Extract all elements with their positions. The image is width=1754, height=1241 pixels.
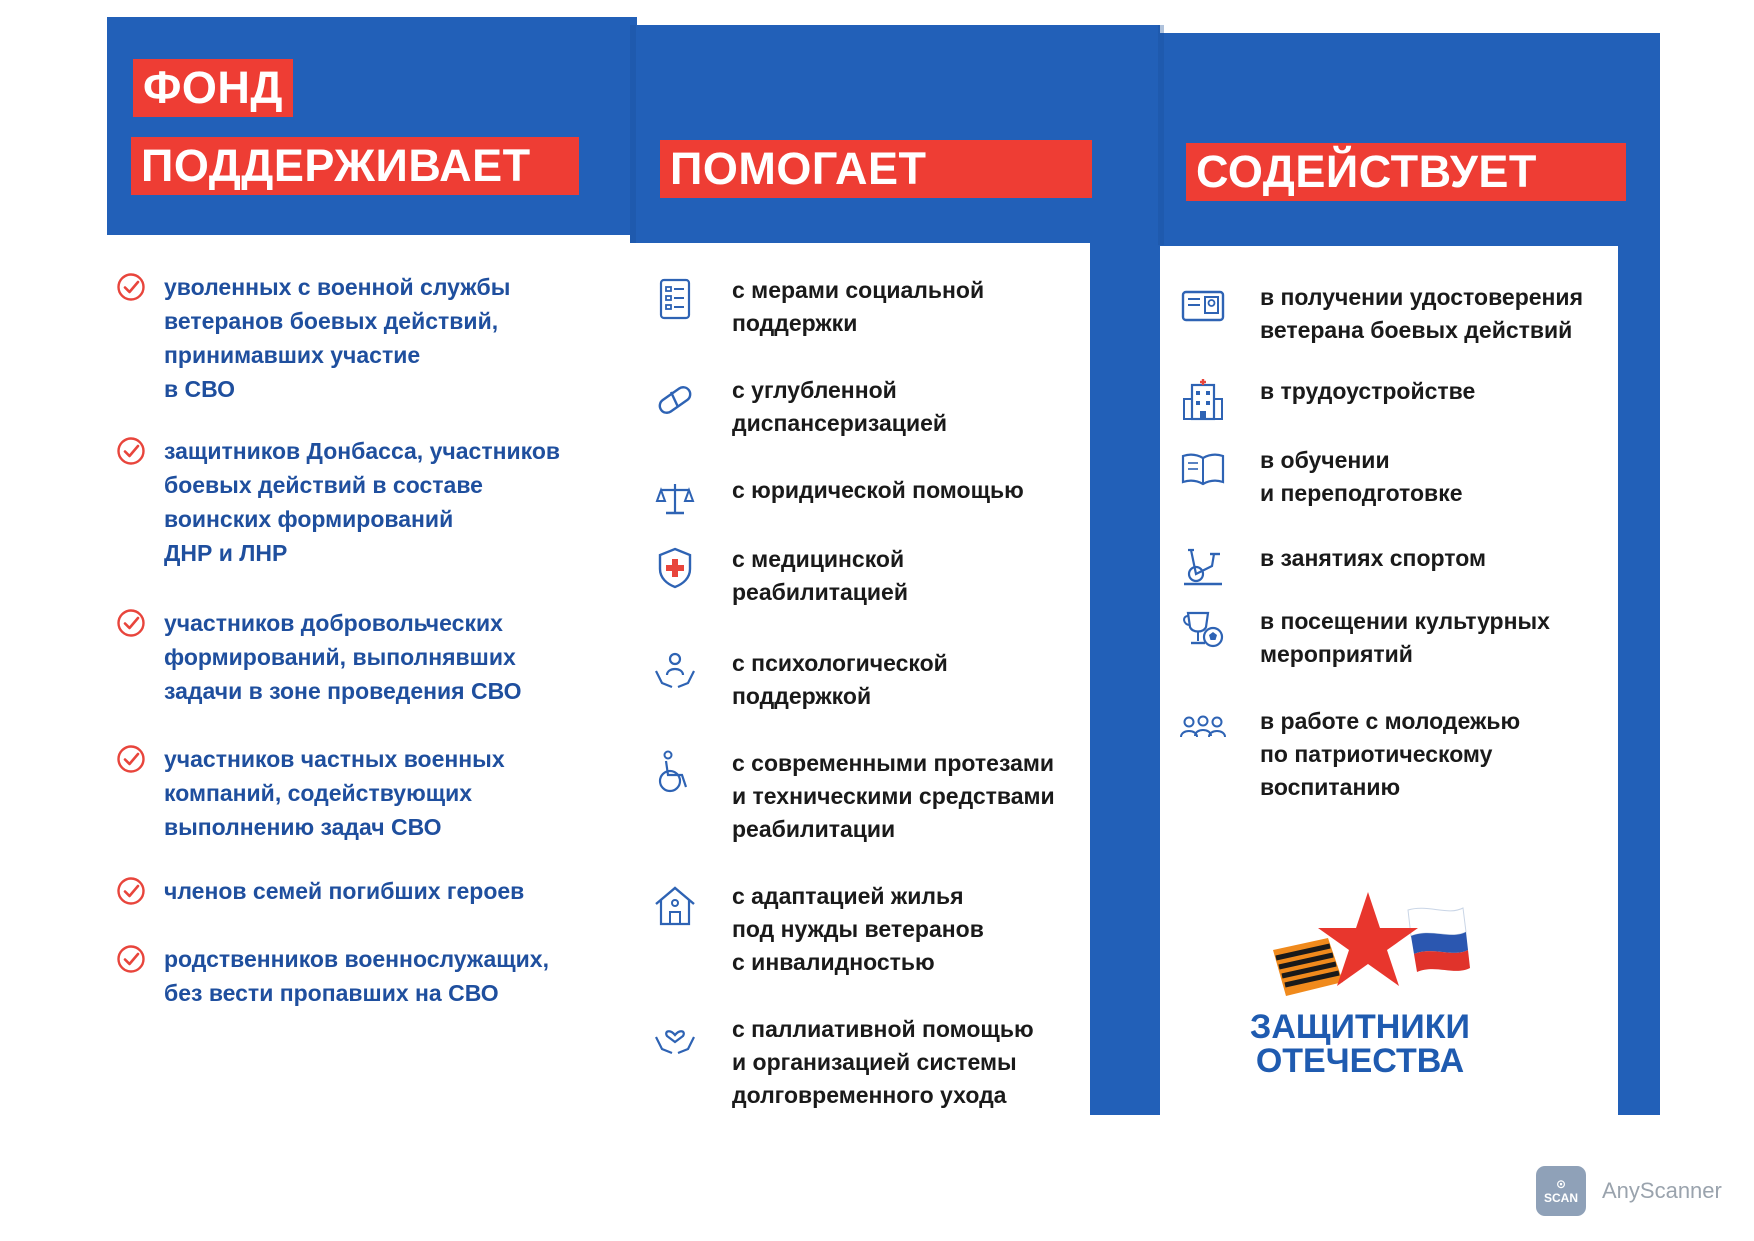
heading-sodeystvuet: СОДЕЙСТВУЕТ (1186, 143, 1626, 201)
list-item: с адаптацией жилья под нужды ветеранов с инвалидностью (652, 880, 1082, 979)
heading-pomogaet: ПОМОГАЕТ (660, 140, 1092, 198)
list-item: в посещении культурных мероприятий (1180, 605, 1610, 671)
list-item: с психологической поддержкой (652, 647, 1082, 713)
list-item: с современными протезами и техническими средствами реабилитации (652, 747, 1082, 846)
check-circle-icon (116, 436, 146, 466)
list-item: участников частных военных компаний, содействующих выполнению задач СВО (116, 742, 606, 844)
check-circle-icon (116, 876, 146, 906)
defenders-logo-text: ЗАЩИТНИКИ ОТЕЧЕСТВА (1250, 1008, 1470, 1080)
open-book-icon (1180, 446, 1226, 492)
check-circle-icon (116, 608, 146, 638)
list-item: с юридической помощью (652, 474, 1082, 507)
home-icon (652, 882, 698, 928)
exercise-bike-icon (1180, 544, 1226, 590)
medical-shield-icon (652, 545, 698, 591)
people-group-icon (1180, 707, 1226, 753)
defenders-emblem-graphic (1268, 890, 1478, 1010)
heading-podderzhivaet: ПОДДЕРЖИВАЕТ (131, 137, 579, 195)
pill-icon (652, 376, 698, 422)
wheelchair-icon (652, 749, 698, 795)
list-item: защитников Донбасса, участников боевых действий в составе воинских формирований ДНР и ЛНР (116, 434, 606, 570)
list-item: в трудоустройстве (1180, 375, 1610, 408)
list-item: участников добровольческих формирований, выполнявших задачи в зоне проведения СВО (116, 606, 606, 708)
caring-hands-icon (652, 649, 698, 695)
scanner-watermark (1536, 1166, 1722, 1216)
fold-line-2 (1158, 25, 1164, 245)
scan-badge-icon: ⊙ SCAN (1536, 1166, 1586, 1216)
trophy-icon (1180, 607, 1226, 653)
list-item: с паллиативной помощью и организацией системы долговременного ухода (652, 1013, 1082, 1112)
office-building-icon (1180, 377, 1226, 423)
scales-icon (652, 476, 698, 522)
list-item: с мерами социальной поддержки (652, 274, 1082, 340)
list-item: с медицинской реабилитацией (652, 543, 1082, 609)
list-item: с углубленной диспансеризацией (652, 374, 1082, 440)
check-circle-icon (116, 744, 146, 774)
id-card-icon (1180, 283, 1226, 329)
left-panel-header-bg (107, 17, 637, 235)
heading-fond: ФОНД (133, 59, 293, 117)
list-item: в получении удостоверения ветерана боевых действий (1180, 281, 1610, 347)
list-item: членов семей погибших героев (116, 874, 606, 908)
watermark-text: AnyScanner (1602, 1178, 1722, 1203)
help-areas-list (652, 274, 1082, 1112)
assistance-areas-list (1180, 281, 1610, 804)
list-item: уволенных с военной службы ветеранов боевых действий, принимавших участие в СВО (116, 270, 606, 406)
list-item: в работе с молодежью по патриотическому воспитанию (1180, 705, 1610, 804)
heart-hands-icon (652, 1015, 698, 1061)
list-item: в обучении и переподготовке (1180, 444, 1610, 510)
check-circle-icon (116, 944, 146, 974)
list-item: родственников военнослужащих, без вести пропавших на СВО (116, 942, 606, 1010)
document-list-icon (652, 276, 698, 322)
fold-line-1 (630, 25, 636, 245)
list-item: в занятиях спортом (1180, 542, 1610, 575)
check-circle-icon (116, 272, 146, 302)
supported-groups-list (116, 270, 606, 1010)
